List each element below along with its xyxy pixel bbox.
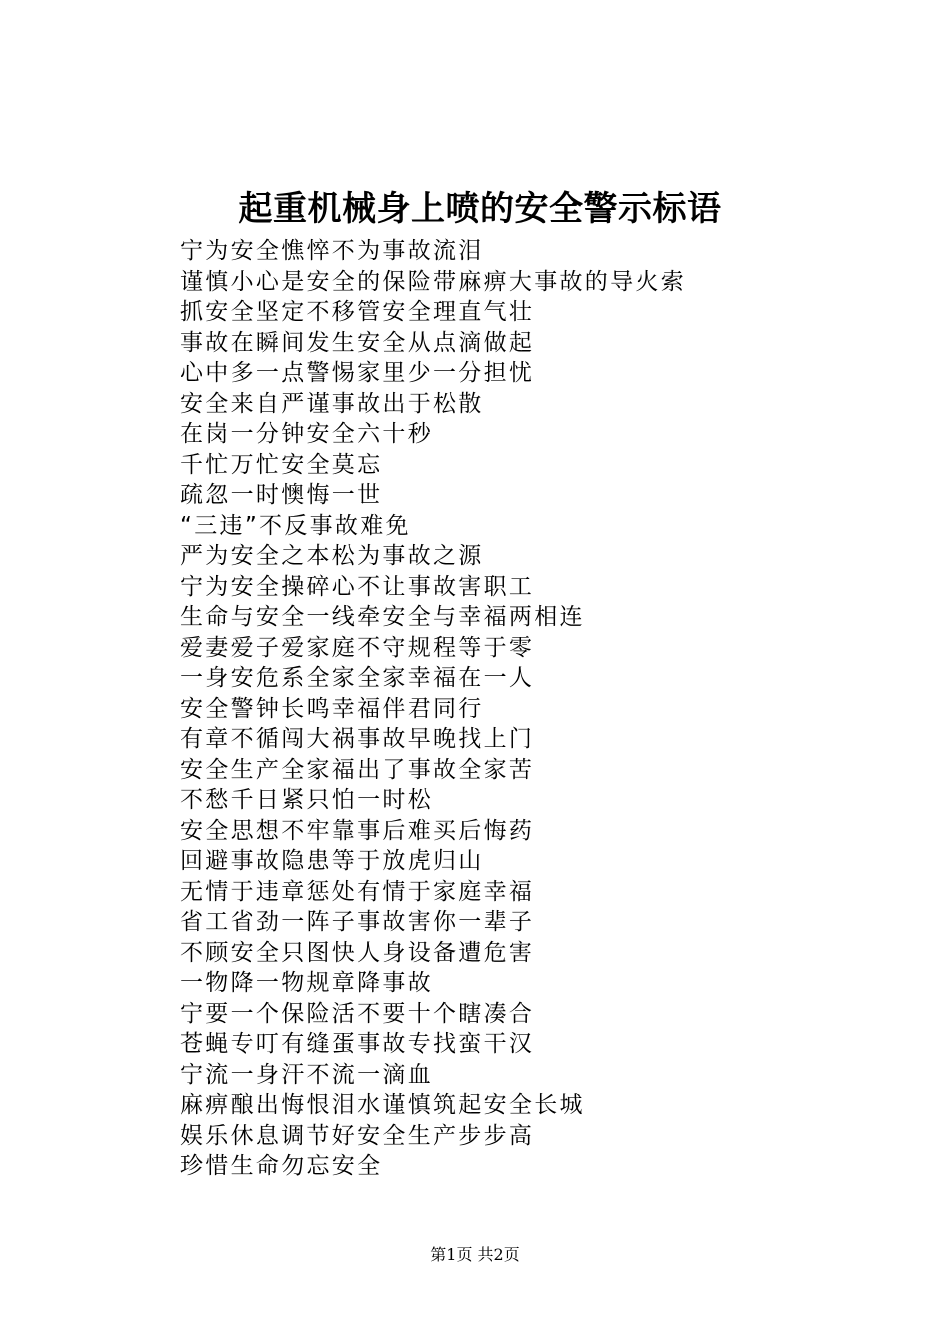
slogan-line: 宁为安全憔悴不为事故流泪: [180, 238, 484, 264]
slogan-line: 安全来自严谨事故出于松散: [180, 390, 484, 417]
slogan-line: 生命与安全一线牵安全与幸福两相连: [180, 604, 585, 630]
slogan-line: 千忙万忙安全莫忘: [180, 451, 383, 478]
slogan-line: “三违”不反事故难免: [180, 512, 411, 539]
slogan-line: 安全警钟长鸣幸福伴君同行: [180, 695, 484, 722]
slogan-line: 娱乐休息调节好安全生产步步高: [180, 1122, 535, 1149]
document-title: 起重机械身上喷的安全警示标语: [238, 189, 722, 229]
slogan-line: 在岗一分钟安全六十秒: [180, 421, 433, 447]
slogan-line: 回避事故隐患等于放虎归山: [180, 848, 484, 874]
slogan-list: [180, 236, 880, 1182]
slogan-line: 珍惜生命勿忘安全: [180, 1153, 383, 1179]
slogan-line: 宁为安全操碎心不让事故害职工: [180, 573, 535, 600]
slogan-line: 心中多一点警惕家里少一分担忧: [180, 360, 535, 386]
slogan-line: 一物降一物规章降事故: [180, 970, 433, 996]
slogan-line: 一身安危系全家全家幸福在一人: [180, 665, 535, 691]
slogan-line: 严为安全之本松为事故之源: [180, 543, 484, 569]
slogan-line: 无情于违章惩处有情于家庭幸福: [180, 878, 535, 905]
page-footer: 第1页 共2页: [430, 1245, 520, 1264]
slogan-line: 抓安全坚定不移管安全理直气壮: [180, 299, 535, 325]
slogan-line: 事故在瞬间发生安全从点滴做起: [180, 329, 535, 356]
slogan-line: 苍蝇专叮有缝蛋事故专找蛮干汉: [180, 1031, 535, 1057]
slogan-line: 爱妻爱子爱家庭不守规程等于零: [180, 634, 535, 661]
slogan-line: 谨慎小心是安全的保险带麻痹大事故的导火索: [180, 268, 686, 295]
slogan-line: 宁流一身汗不流一滴血: [180, 1061, 433, 1088]
slogan-line: 省工省劲一阵子事故害你一辈子: [180, 909, 535, 935]
slogan-line: 麻痹酿出悔恨泪水谨慎筑起安全长城: [180, 1092, 585, 1118]
slogan-line: 安全思想不牢靠事后难买后悔药: [180, 817, 535, 844]
slogan-line: 宁要一个保险活不要十个瞎凑合: [180, 1000, 535, 1027]
slogan-line: 不愁千日紧只怕一时松: [180, 787, 433, 813]
slogan-line: 不顾安全只图快人身设备遭危害: [180, 939, 535, 966]
slogan-line: 安全生产全家福出了事故全家苦: [180, 756, 535, 783]
slogan-line: 有章不循闯大祸事故早晚找上门: [180, 726, 535, 752]
slogan-line: 疏忽一时懊悔一世: [180, 482, 383, 508]
